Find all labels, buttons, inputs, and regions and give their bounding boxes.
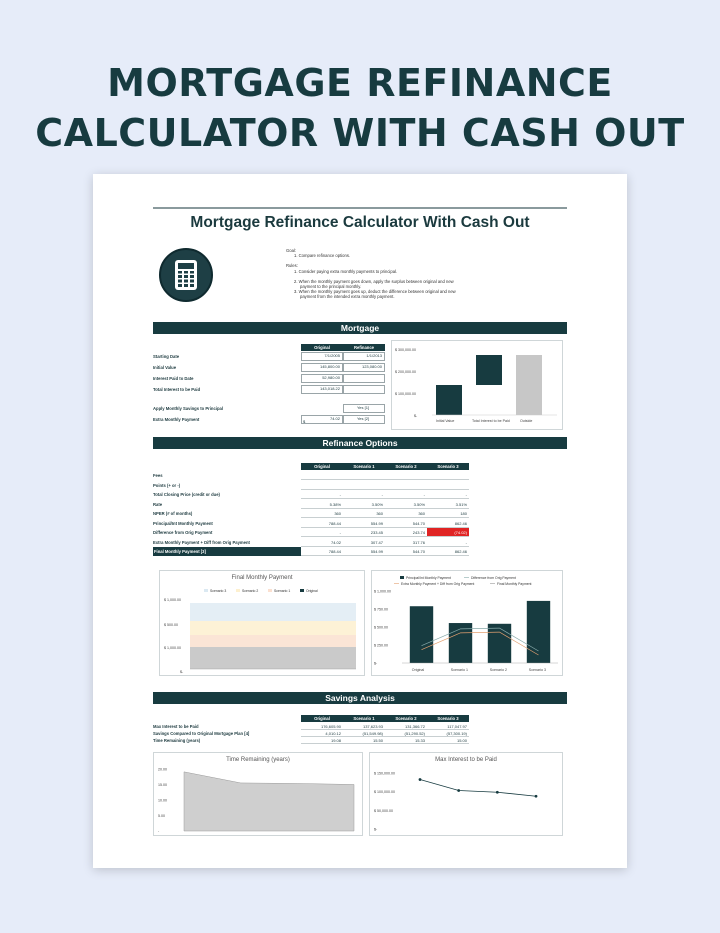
legend-swatch [204, 589, 208, 592]
interest-point [535, 795, 538, 798]
y-tick: $- [414, 414, 418, 418]
refi-row-label: Principal/Int Monthly Payment [153, 520, 213, 526]
mortgage-original-value[interactable]: 52,980.00 [301, 374, 343, 383]
mortgage-row-label: Interest Paid to Date [153, 376, 194, 381]
refi-cell[interactable] [301, 481, 343, 490]
refi-cell[interactable]: 544.70 [385, 547, 427, 556]
savings-cell[interactable]: 117,047.97 [427, 723, 469, 730]
y-tick: 5.00 [158, 814, 165, 818]
legend-swatch [268, 589, 272, 592]
savings-cell[interactable]: 131,366.72 [385, 723, 427, 730]
y-tick: $ 500.00 [374, 625, 388, 630]
area-scenario-1 [190, 635, 356, 647]
savings-header-scenario-1: Scenario 1 [343, 715, 385, 722]
savings-header-scenario-3: Scenario 3 [427, 715, 469, 722]
refi-cell[interactable]: 862.46 [427, 547, 469, 556]
refi-header-scenario-3: Scenario 3 [427, 463, 469, 470]
y-tick: $- [374, 661, 378, 666]
y-tick: $ 750.00 [374, 607, 388, 612]
refi-row-label: Rate [153, 501, 163, 507]
spreadsheet-preview [93, 174, 627, 868]
bar-principal-int [527, 601, 550, 663]
bar-outside [516, 355, 542, 415]
refi-cell[interactable]: 862.46 [427, 519, 469, 528]
refi-cell[interactable] [343, 481, 385, 490]
refi-cell[interactable]: 554.99 [343, 547, 385, 556]
y-tick: $ 100,000.00 [395, 392, 416, 396]
legend-swatch [236, 589, 240, 592]
x-tick: Scenario 2 [489, 668, 507, 672]
legend-label: Scenario 3 [210, 589, 227, 593]
rule-item: 1. Consider paying extra monthly payments to principal. [294, 268, 398, 274]
interest-point [496, 791, 499, 794]
refi-cell[interactable]: - [301, 490, 343, 499]
savings-cell[interactable]: 137,623.93 [343, 723, 385, 730]
mortgage-header-original: Original [301, 344, 343, 351]
hero-line-2: CALCULATOR WITH CASH OUT [35, 111, 685, 155]
legend-label: Scenario 1 [274, 589, 291, 593]
payment-comparison-svg [372, 571, 564, 677]
refi-row-label: Final Monthly Payment [3] [153, 547, 301, 556]
extra-payment-original[interactable]: 74.02 [301, 415, 343, 424]
refi-cell[interactable] [427, 481, 469, 490]
savings-cell[interactable]: 15.33 [385, 737, 427, 744]
savings-band: Savings Analysis [153, 692, 567, 704]
legend-label: Difference from Orig Payment [471, 576, 516, 580]
refi-cell[interactable]: 3.50% [343, 500, 385, 509]
mortgage-refinance-value[interactable] [343, 374, 385, 383]
savings-row-label: Time Remaining (years) [153, 738, 201, 743]
mortgage-row-label: Initial Value [153, 365, 177, 370]
refi-row-label: Extra Monthly Payment + Diff from Orig Payment [153, 539, 250, 545]
refi-cell[interactable]: - [343, 490, 385, 499]
refi-cell[interactable]: 554.99 [343, 519, 385, 528]
refi-cell[interactable]: - [301, 528, 343, 537]
refi-cell[interactable]: 360 [343, 509, 385, 518]
goal-heading: Goal: [286, 248, 297, 253]
x-tick: Outside [520, 419, 533, 423]
mortgage-refinance-value[interactable]: 123,080.00 [343, 363, 385, 372]
legend-label: Extra Monthly Payment + Diff from Orig Payment [401, 582, 475, 586]
apply-savings-value[interactable]: Yes [1] [343, 404, 385, 413]
refi-cell[interactable]: 180 [427, 509, 469, 518]
y-tick: 10.00 [158, 798, 167, 803]
x-tick: Initial Value [436, 419, 455, 423]
refi-row-label: Total Closing Price (credit or due) [153, 492, 220, 497]
mortgage-refinance-value[interactable] [343, 385, 385, 394]
bar-principal-int [410, 606, 433, 663]
mortgage-row-label: Starting Date [153, 354, 180, 359]
chart-title: Time Remaining (years) [226, 757, 290, 763]
area-scenario-2 [190, 621, 356, 635]
refi-row-label: NPER (# of months) [153, 511, 193, 516]
y-tick: $- [374, 827, 378, 832]
extra-payment-refinance[interactable]: Yes [2] [343, 415, 385, 424]
savings-row-label: Savings Compared to Original Mortgage Plan [4] [153, 731, 250, 736]
document-title: Mortgage Refinance Calculator With Cash Out [190, 214, 530, 231]
y-tick: $- [180, 670, 184, 674]
mortgage-waterfall-chart [391, 340, 563, 430]
payment-comparison-chart [371, 570, 563, 676]
title-rule [153, 207, 567, 209]
interest-point [419, 778, 422, 781]
savings-cell[interactable]: 19.08 [301, 737, 343, 744]
chart-title: Final Monthly Payment [231, 575, 293, 581]
refi-header-original: Original [301, 463, 343, 470]
savings-header-original: Original [301, 715, 343, 722]
refi-row-label: Points (+ or -) [153, 482, 181, 488]
line-difference [422, 628, 539, 651]
refi-cell[interactable]: 3.51% [427, 500, 469, 509]
calculator-icon [159, 248, 213, 302]
refi-cell[interactable]: 3.50% [385, 500, 427, 509]
y-tick: $ 200,000.00 [395, 370, 416, 374]
time-area [184, 772, 354, 831]
line-extra-payment [422, 632, 539, 655]
extra-payment-label: Extra Monthly Payment [153, 417, 200, 422]
refi-cell[interactable]: - [385, 490, 427, 499]
legend-swatch [300, 589, 304, 592]
mortgage-row-label: Total Interest to be Paid [153, 387, 201, 392]
legend-label: Principal/Int Monthly Payment [406, 576, 451, 580]
refi-cell[interactable] [427, 471, 469, 480]
refi-cell[interactable]: 360 [385, 509, 427, 518]
savings-cell[interactable]: 15.00 [427, 737, 469, 744]
refi-cell[interactable]: - [427, 490, 469, 499]
hero-title [0, 58, 720, 158]
refi-cell[interactable]: 233.45 [343, 528, 385, 537]
y-tick: $ 1,000.00 [164, 646, 181, 650]
legend-label: Original [306, 589, 318, 593]
savings-cell[interactable]: (57,300.19) [427, 730, 469, 737]
refi-cell[interactable] [385, 471, 427, 480]
refi-row-label: Difference from Orig Payment [153, 530, 213, 535]
y-tick: - [158, 829, 160, 834]
refi-cell[interactable] [343, 471, 385, 480]
bar-principal-int [488, 624, 511, 663]
refi-cell[interactable]: 317.76 [385, 538, 427, 547]
y-tick: $ 50,000.00 [374, 808, 393, 813]
mortgage-original-value[interactable]: 145,800.00 [301, 363, 343, 372]
refi-header-scenario-1: Scenario 1 [343, 463, 385, 470]
legend-swatch [400, 576, 404, 579]
savings-cell[interactable]: 176,605.90 [301, 723, 343, 730]
y-tick: $ 300,000.00 [395, 348, 416, 352]
time-remaining-chart [153, 752, 363, 836]
mortgage-header-refinance: Refinance [343, 344, 385, 351]
max-interest-chart [369, 752, 563, 836]
interest-point [457, 789, 460, 792]
y-tick: $ 100,000.00 [374, 790, 395, 795]
rule-item: payment to the principal monthly. [300, 284, 362, 290]
x-tick: Total Interest to be Paid [472, 419, 510, 423]
savings-cell[interactable]: (51,549.98) [343, 730, 385, 737]
refi-header-scenario-2: Scenario 2 [385, 463, 427, 470]
rules-heading: Rules: [286, 263, 298, 269]
chart-title: Max Interest to be Paid [435, 757, 497, 763]
rule-item: payment from the intended extra monthly payment. [300, 294, 395, 300]
refi-cell[interactable] [301, 471, 343, 480]
area-scenario-3 [190, 603, 356, 621]
mortgage-band: Mortgage [153, 322, 567, 334]
notes-block [286, 248, 526, 300]
savings-cell[interactable]: 4,010.12 [301, 730, 343, 737]
refi-cell[interactable]: 5.38% [301, 500, 343, 509]
refi-cell[interactable] [385, 481, 427, 490]
final-payment-chart [159, 570, 365, 676]
dollar-sign: $ [303, 419, 306, 424]
mortgage-refinance-value[interactable]: 1/1/2013 [343, 352, 385, 361]
y-tick: $ 250.00 [374, 643, 388, 648]
y-tick: $ 150,000.00 [374, 771, 395, 776]
max-interest-svg [370, 753, 564, 837]
refi-cell[interactable]: 243.74 [385, 528, 427, 537]
x-tick: Scenario 1 [450, 668, 468, 672]
rule-item: 2. When the monthly payment goes down, apply the surplus between original and new [294, 278, 454, 284]
refi-cell[interactable]: 74.02 [301, 538, 343, 547]
y-tick: $ 1,000.00 [164, 598, 181, 602]
y-tick: $ 500.00 [164, 623, 178, 627]
refi-cell[interactable]: - [427, 538, 469, 547]
bar-total-interest [476, 355, 502, 385]
legend-label: Final Monthly Payment [497, 582, 532, 586]
legend-label: Scenario 2 [242, 589, 259, 593]
goal-item: 1. Compare refinance options. [294, 253, 351, 259]
x-tick: Scenario 3 [528, 668, 546, 672]
x-tick: Original [411, 668, 425, 672]
interest-line [420, 780, 536, 797]
hero-line-1: MORTGAGE REFINANCE [107, 61, 613, 105]
refi-cell[interactable]: 307.47 [343, 538, 385, 547]
time-remaining-svg [154, 753, 364, 837]
savings-header-scenario-2: Scenario 2 [385, 715, 427, 722]
y-tick: 15.00 [158, 783, 167, 787]
refi-cell[interactable]: (74.02) [427, 528, 469, 537]
refi-cell[interactable]: 544.70 [385, 519, 427, 528]
final-payment-svg [160, 571, 366, 677]
y-tick: $ 1,000.00 [374, 589, 391, 594]
y-tick: 20.00 [158, 767, 167, 772]
apply-savings-label: Apply Monthly Savings to Principal [153, 406, 224, 411]
refinance-band: Refinance Options [153, 437, 567, 449]
savings-cell[interactable]: (51,290.52) [385, 730, 427, 737]
mortgage-original-value[interactable]: 7/1/2005 [301, 352, 343, 361]
refi-cell[interactable]: 360 [301, 509, 343, 518]
mortgage-original-value[interactable]: 143,018.22 [301, 385, 343, 394]
waterfall-svg [392, 341, 564, 431]
refi-row-label: Fees [153, 473, 163, 478]
rule-item: 3. When the monthly payment goes up, deduct the difference between original and new [294, 289, 456, 295]
bar-initial-value [436, 385, 462, 415]
savings-row-label: Max Interest to be Paid [153, 724, 199, 729]
refi-cell[interactable]: 788.44 [301, 547, 343, 556]
refi-cell[interactable]: 788.44 [301, 519, 343, 528]
area-original [190, 647, 356, 669]
savings-cell[interactable]: 15.50 [343, 737, 385, 744]
